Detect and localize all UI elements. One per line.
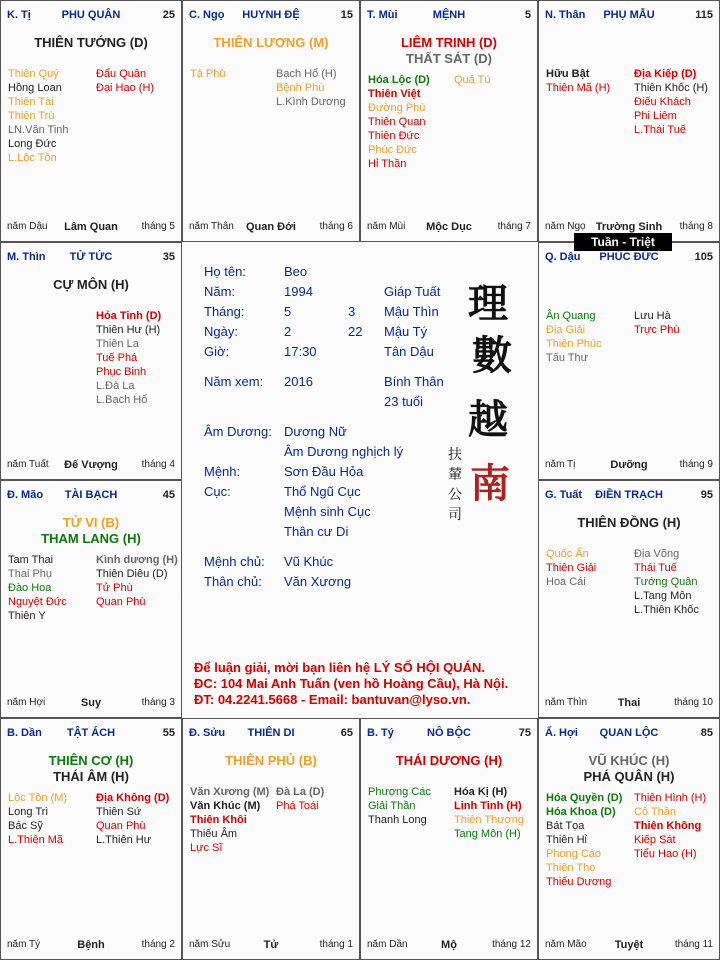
minor-star: Thiên Quan: [368, 116, 426, 128]
minor-star: Hữu Bật: [546, 68, 590, 80]
month-canchi: Mậu Thìn: [384, 304, 439, 319]
minor-star: Thiên Hư (H): [96, 324, 161, 336]
palace-age: 85: [700, 727, 713, 739]
minor-star: Hỉ Thần: [368, 158, 407, 170]
footer-month: tháng 9: [679, 459, 713, 470]
main-star: THIÊN PHỦ (B): [225, 753, 317, 768]
cuc-label: Cục:: [204, 484, 231, 499]
footer-month: tháng 6: [319, 221, 353, 232]
footer-year: năm Tý: [7, 939, 41, 950]
footer-year: năm Hợi: [7, 697, 46, 708]
minor-star: Tướng Quân: [634, 576, 698, 588]
minor-star: L.Thiên Mã: [8, 834, 64, 846]
palace-name: QUAN LỘC: [599, 727, 659, 739]
minor-star: Thai Phụ: [8, 568, 53, 580]
minor-star: Kiếp Sát: [634, 834, 676, 846]
month-label: Tháng:: [204, 304, 245, 319]
minor-star: Hoa Cái: [546, 576, 586, 588]
minor-star: Phúc Đức: [368, 144, 417, 156]
footer-month: tháng 1: [319, 939, 353, 950]
minor-star: Thiên Không: [634, 820, 702, 832]
day-lunar: 22: [348, 324, 363, 339]
palace-can-chi: Q. Dậu: [545, 251, 581, 263]
hour-label: Giờ:: [204, 344, 230, 359]
minor-star: Bạch Hổ (H): [276, 68, 337, 80]
hour-canchi: Tân Dậu: [384, 344, 434, 359]
amduong-label: Âm Dương:: [204, 424, 272, 439]
minor-star: Thiên Tài: [8, 96, 54, 108]
footer-stage: Đế Vượng: [64, 459, 118, 471]
minor-star: Hóa Khoa (D): [546, 806, 616, 818]
palace-name: PHÚC ĐỨC: [599, 251, 659, 263]
menh-chu-value: Vũ Khúc: [284, 554, 334, 569]
footer-year: năm Tị: [545, 459, 576, 470]
palace-age: 55: [162, 727, 175, 739]
minor-star: Thiên Khốc (H): [634, 82, 708, 94]
footer-year: năm Tuất: [7, 459, 49, 470]
month-value: 5: [284, 304, 292, 319]
palace-age: 5: [524, 9, 531, 21]
minor-star: Lộc Tồn (M): [8, 792, 68, 804]
age-value: 23 tuổi: [384, 394, 424, 409]
view-year-label: Năm xem:: [204, 374, 264, 389]
minor-star: L.Bạch Hổ: [96, 394, 148, 406]
minor-star: Quốc Ấn: [546, 548, 589, 560]
footer-stage: Dưỡng: [610, 459, 648, 471]
main-star: THIÊN TƯỚNG (D): [34, 35, 148, 50]
minor-star: Thiên Đức: [368, 130, 420, 142]
footer-month: tháng 10: [674, 697, 713, 708]
palace-age: 15: [340, 9, 353, 21]
name-value: Beo: [284, 264, 308, 279]
minor-star: Phục Binh: [96, 366, 147, 378]
minor-star: L.Tang Môn: [634, 590, 692, 602]
minor-star: L.Thiên Hư: [96, 834, 152, 846]
palace-age: 65: [340, 727, 353, 739]
minor-star: Nguyệt Đức: [8, 596, 67, 608]
minor-star: Quan Phù: [96, 596, 146, 608]
footer-month: tháng 5: [141, 221, 175, 232]
footer-stage: Mộ: [441, 939, 457, 951]
contact-phone-email: ĐT: 04.2241.5668 - Email: bantuvan@lyso.vn.: [194, 692, 471, 707]
palace-can-chi: Ấ. Hợi: [545, 727, 578, 739]
footer-stage: Lâm Quan: [64, 221, 118, 233]
footer-year: năm Thìn: [545, 697, 588, 708]
year-canchi: Giáp Tuất: [384, 284, 441, 299]
minor-star: Hóa Quyền (D): [546, 792, 623, 804]
view-year-canchi: Bính Thân: [384, 374, 444, 389]
minor-star: Đại Hao (H): [96, 82, 155, 94]
minor-star: L.Thái Tuế: [634, 124, 686, 136]
footer-month: tháng 4: [141, 459, 175, 470]
footer-year: năm Mùi: [367, 221, 406, 232]
minor-star: L.Đà La: [96, 380, 135, 392]
menh-label: Mệnh:: [204, 464, 241, 479]
footer-year: năm Mão: [545, 939, 587, 950]
palace-name: THIÊN DI: [247, 727, 295, 739]
minor-star: Địa Giải: [546, 324, 586, 336]
palace-name: PHỤ MẪU: [603, 9, 655, 21]
palace-age: 35: [162, 251, 175, 263]
footer-year: năm Sửu: [189, 939, 231, 950]
palace-can-chi: N. Thân: [545, 9, 586, 21]
minor-star: Bác Sỹ: [8, 820, 43, 832]
minor-star: Phượng Các: [368, 786, 431, 798]
palace-name: NÔ BỘC: [427, 727, 471, 739]
palace-age: 25: [162, 9, 175, 21]
palace-age: 105: [694, 251, 713, 263]
minor-star: Thiên Mã (H): [546, 82, 611, 94]
minor-star: Thiên Hình (H): [634, 792, 707, 804]
seal-char: 公: [448, 487, 462, 503]
minor-star: Kình dương (H): [96, 554, 178, 566]
main-star: THIÊN LƯƠNG (M): [213, 35, 329, 50]
main-star: THIÊN CƠ (H): [48, 753, 134, 768]
year-value: 1994: [284, 284, 313, 299]
minor-star: Thiên Sứ: [96, 806, 142, 818]
palace-name: TẬT ÁCH: [66, 727, 116, 739]
palace-name: ĐIỀN TRẠCH: [595, 489, 663, 501]
minor-star: Thiếu Dương: [546, 876, 612, 888]
minor-star: Giải Thần: [368, 800, 416, 812]
contact-line: Để luận giải, mời bạn liên hệ LÝ SỐ HỘI QUÁN.: [194, 660, 485, 675]
name-label: Họ tên:: [204, 264, 246, 279]
center-info: [182, 242, 538, 718]
footer-stage: Tuyệt: [614, 939, 644, 951]
minor-star: Đào Hoa: [8, 582, 52, 594]
minor-star: Tam Thai: [8, 554, 54, 566]
minor-star: Thiếu Âm: [190, 828, 238, 840]
palace-can-chi: G. Tuất: [545, 489, 583, 501]
minor-star: Tử Phù: [96, 582, 133, 594]
seal-char: 司: [448, 507, 462, 523]
minor-star: Phá Toái: [276, 800, 319, 812]
minor-star: Phi Liêm: [634, 110, 677, 122]
minor-star: L.Thiên Khốc: [634, 604, 699, 616]
minor-star: Đẩu Quân: [96, 68, 147, 80]
footer-year: năm Ngọ: [545, 221, 586, 232]
minor-star: Văn Xương (M): [190, 786, 270, 798]
minor-star: Địa Kiếp (D): [634, 68, 697, 80]
minor-star: L.Lộc Tồn: [8, 152, 57, 164]
minor-star: Thiên Y: [8, 610, 46, 622]
minor-star: Đà La (D): [276, 786, 325, 798]
tuan-triet-badge: Tuần - Triệt: [574, 233, 672, 251]
minor-star: Thiên Khôi: [190, 814, 247, 826]
calligraphy-char: 數: [472, 332, 512, 379]
calligraphy-char: 越: [468, 396, 508, 443]
minor-star: Hồng Loan: [8, 82, 62, 94]
footer-stage: Suy: [80, 697, 102, 709]
menh-value: Sơn Đầu Hỏa: [284, 464, 364, 479]
minor-star: Thiên Quý: [8, 68, 59, 80]
minor-star: Hỏa Tinh (D): [96, 310, 162, 322]
than-chu-value: Văn Xương: [284, 574, 352, 589]
minor-star: Địa Võng: [634, 548, 680, 560]
palace-name: MỆNH: [432, 9, 466, 21]
minor-star: Thiên Thọ: [546, 862, 596, 874]
footer-month: tháng 2: [141, 939, 175, 950]
minor-star: Tấu Thư: [546, 352, 589, 364]
menh-chu-label: Mệnh chủ:: [204, 554, 265, 569]
than-chu-label: Thân chủ:: [204, 574, 262, 589]
calligraphy-char: 南: [470, 460, 510, 507]
minor-star: Tả Phù: [190, 68, 226, 80]
minor-star: Đường Phù: [368, 102, 426, 114]
minor-star: Thiên La: [96, 338, 139, 350]
minor-star: Long Đức: [8, 138, 57, 150]
palace-age: 45: [162, 489, 175, 501]
minor-star: Ân Quang: [546, 310, 596, 322]
minor-star: Linh Tinh (H): [454, 800, 522, 812]
minor-star: Thái Tuế: [634, 562, 677, 574]
minor-star: Cô Thần: [634, 806, 676, 818]
palace-age: 75: [518, 727, 531, 739]
minor-star: Tuế Phá: [96, 352, 138, 364]
footer-stage: Bệnh: [77, 939, 105, 951]
minor-star: Thiên Hỉ: [546, 834, 587, 846]
cuc-value: Thổ Ngũ Cục: [284, 484, 361, 499]
main-star: THIÊN ĐỒNG (H): [577, 515, 681, 530]
palace-name: HUYNH ĐỆ: [242, 9, 300, 21]
footer-stage: Mộc Dục: [426, 221, 472, 233]
year-label: Năm:: [204, 284, 236, 299]
palace-age: 95: [700, 489, 713, 501]
minor-star: Địa Không (D): [96, 792, 170, 804]
palace-can-chi: M. Thìn: [7, 251, 46, 263]
day-label: Ngày:: [204, 324, 238, 339]
footer-month: tháng 7: [497, 221, 531, 232]
palace-name: TỬ TỨC: [69, 251, 113, 263]
amduong-value: Dương Nữ: [284, 424, 347, 439]
palace-can-chi: B. Dần: [7, 727, 42, 739]
minor-star: Bát Tọa: [546, 820, 585, 832]
main-star: THÁI ÂM (H): [53, 769, 129, 784]
minor-star: Quan Phù: [96, 820, 146, 832]
footer-year: năm Dần: [367, 939, 408, 950]
footer-year: năm Thân: [189, 221, 234, 232]
minor-star: Thiên Phúc: [546, 338, 602, 350]
minor-star: Hóa Kị (H): [454, 786, 508, 798]
palace-name: TÀI BẠCH: [64, 489, 118, 501]
palace-can-chi: C. Ngọ: [189, 9, 225, 21]
minor-star: Thiên Thương: [454, 814, 525, 826]
minor-star: Hóa Lộc (D): [368, 74, 430, 86]
main-star: PHÁ QUÂN (H): [583, 769, 675, 784]
palace-can-chi: K. Tị: [7, 9, 31, 21]
seal-char: 扶: [448, 447, 462, 463]
palace-can-chi: T. Mùi: [367, 9, 398, 21]
footer-month: tháng 3: [141, 697, 175, 708]
day-value: 2: [284, 324, 292, 339]
main-star: LIÊM TRINH (D): [400, 35, 498, 50]
main-star: THAM LANG (H): [41, 531, 141, 546]
footer-year: năm Dậu: [7, 221, 48, 232]
footer-stage: Thai: [617, 697, 641, 709]
palace-can-chi: B. Tý: [367, 727, 394, 739]
minor-star: Trực Phù: [634, 324, 680, 336]
footer-stage: Tử: [263, 939, 279, 951]
palace-name: PHU QUÂN: [61, 9, 121, 21]
main-star: CỰ MÔN (H): [53, 277, 129, 292]
month-lunar: 3: [348, 304, 356, 319]
contact-address: ĐC: 104 Mai Anh Tuấn (ven hồ Hoàng Cầu), Hà Nội.: [194, 676, 509, 691]
footer-month: tháng 12: [492, 939, 531, 950]
hour-value: 17:30: [284, 344, 317, 359]
calligraphy-char: 理: [468, 280, 508, 327]
minor-star: Lưu Hà: [634, 310, 671, 322]
palace-age: 115: [695, 9, 713, 21]
main-star: VŨ KHÚC (H): [588, 753, 670, 768]
minor-star: Tang Môn (H): [454, 828, 521, 840]
minor-star: Bệnh Phù: [276, 82, 325, 94]
footer-month: tháng 8: [679, 221, 713, 232]
minor-star: Điếu Khách: [634, 96, 691, 108]
seal-char: 輦: [448, 467, 462, 483]
minor-star: LN.Văn Tinh: [8, 124, 69, 136]
minor-star: Phong Cáo: [546, 848, 602, 860]
than-position: Thân cư Di: [284, 524, 349, 539]
minor-star: Lực Sĩ: [190, 842, 223, 854]
minor-star: Tiểu Hao (H): [634, 848, 697, 860]
footer-stage: Quan Đới: [246, 221, 296, 233]
day-canchi: Mậu Tý: [384, 324, 428, 339]
cuc-relation: Mệnh sinh Cục: [284, 504, 371, 519]
minor-star: L.Kình Dương: [276, 96, 346, 108]
main-star: THÁI DƯƠNG (H): [395, 753, 503, 768]
minor-star: Long Trì: [8, 806, 49, 818]
footer-stage: Trường Sinh: [595, 221, 663, 233]
footer-month: tháng 11: [674, 939, 713, 950]
minor-star: Thanh Long: [368, 814, 427, 826]
minor-star: Quả Tú: [454, 74, 491, 86]
view-year-value: 2016: [284, 374, 313, 389]
main-star: TỬ VI (B): [62, 515, 120, 530]
minor-star: Thiên Việt: [368, 88, 421, 100]
palace-can-chi: Đ. Sửu: [189, 727, 226, 739]
amduong-note: Âm Dương nghịch lý: [284, 444, 404, 459]
minor-star: Thiên Trù: [8, 110, 55, 122]
main-star: THẤT SÁT (D): [406, 51, 492, 66]
minor-star: Thiên Diêu (D): [96, 568, 168, 580]
minor-star: Văn Khúc (M): [190, 800, 261, 812]
minor-star: Thiên Giải: [546, 562, 597, 574]
palace-can-chi: Đ. Mão: [7, 489, 44, 501]
